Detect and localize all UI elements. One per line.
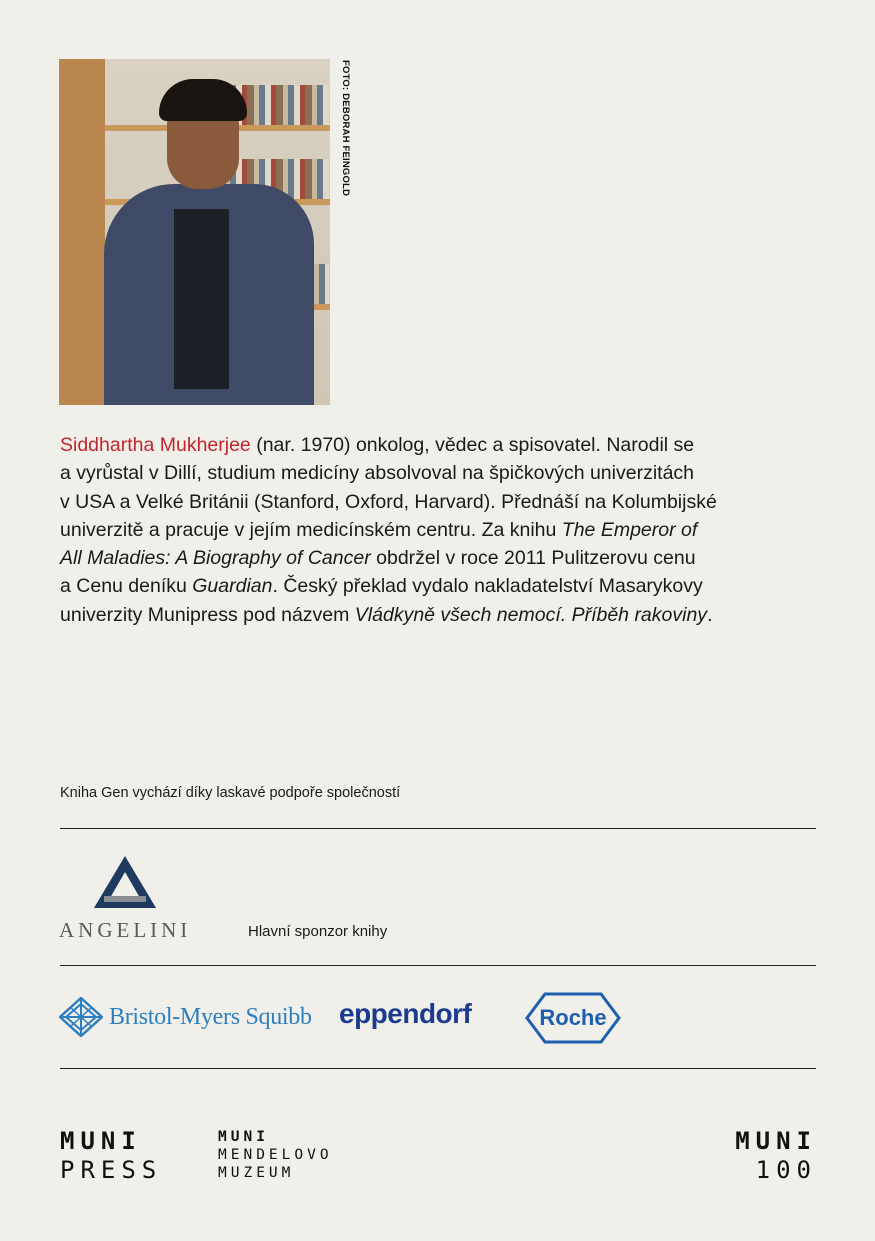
main-sponsor-label: Hlavní sponzor knihy — [248, 923, 388, 940]
bio-line-2: a vyrůstal v Dillí, studium medicíny absolvoval na špičkových univerzitách — [60, 462, 695, 485]
bms-logo-text: Bristol-Myers Squibb — [109, 1003, 312, 1030]
bms-star-icon — [59, 997, 103, 1037]
bio-line-3: v USA a Velké Británii (Stanford, Oxford, Harvard). Přednáší na Kolumbijské — [60, 490, 717, 513]
divider — [60, 965, 816, 966]
angelini-logo-text: ANGELINI — [59, 918, 192, 942]
angelini-logo-icon — [94, 856, 156, 910]
bio-line-6: a Cenu deníku Guardian. Český překlad vydalo nakladatelství Masarykovy — [60, 575, 703, 598]
eppendorf-logo: eppendorf — [339, 998, 472, 1029]
roche-logo — [525, 992, 621, 1048]
author-photo — [59, 59, 330, 405]
photo-credit: FOTO: DEBORAH FEINGOLD — [340, 60, 351, 197]
roche-logo-text: Roche — [539, 1005, 607, 1030]
divider — [60, 828, 816, 829]
bio-line-1: Siddhartha Mukherjee (nar. 1970) onkolog, vědec a spisovatel. Narodil se — [60, 434, 695, 456]
bio-line-4: univerzitě a pracuje v jejím medicínském centru. Za knihu The Emperor of — [60, 518, 698, 541]
divider — [60, 1068, 816, 1069]
bio-line-5: All Maladies: A Biography of Cancer obdržel v roce 2011 Pulitzerovu cenu — [60, 547, 696, 570]
support-note: Kniha Gen vychází díky laskavé podpoře společností — [60, 785, 401, 801]
muni-100-logo: MUNI 100 — [735, 1127, 817, 1184]
author-name: Siddhartha Mukherjee — [60, 434, 251, 456]
muni-press-logo: MUNI PRESS — [60, 1127, 163, 1184]
bms-logo — [59, 997, 312, 1037]
bio-line-7: univerzity Munipress pod názvem Vládkyně všech nemocí. Příběh rakoviny. — [60, 603, 713, 626]
author-bio — [60, 431, 820, 629]
muni-mendel-museum-logo: MUNI MENDELOVO MUZEUM — [218, 1129, 333, 1181]
